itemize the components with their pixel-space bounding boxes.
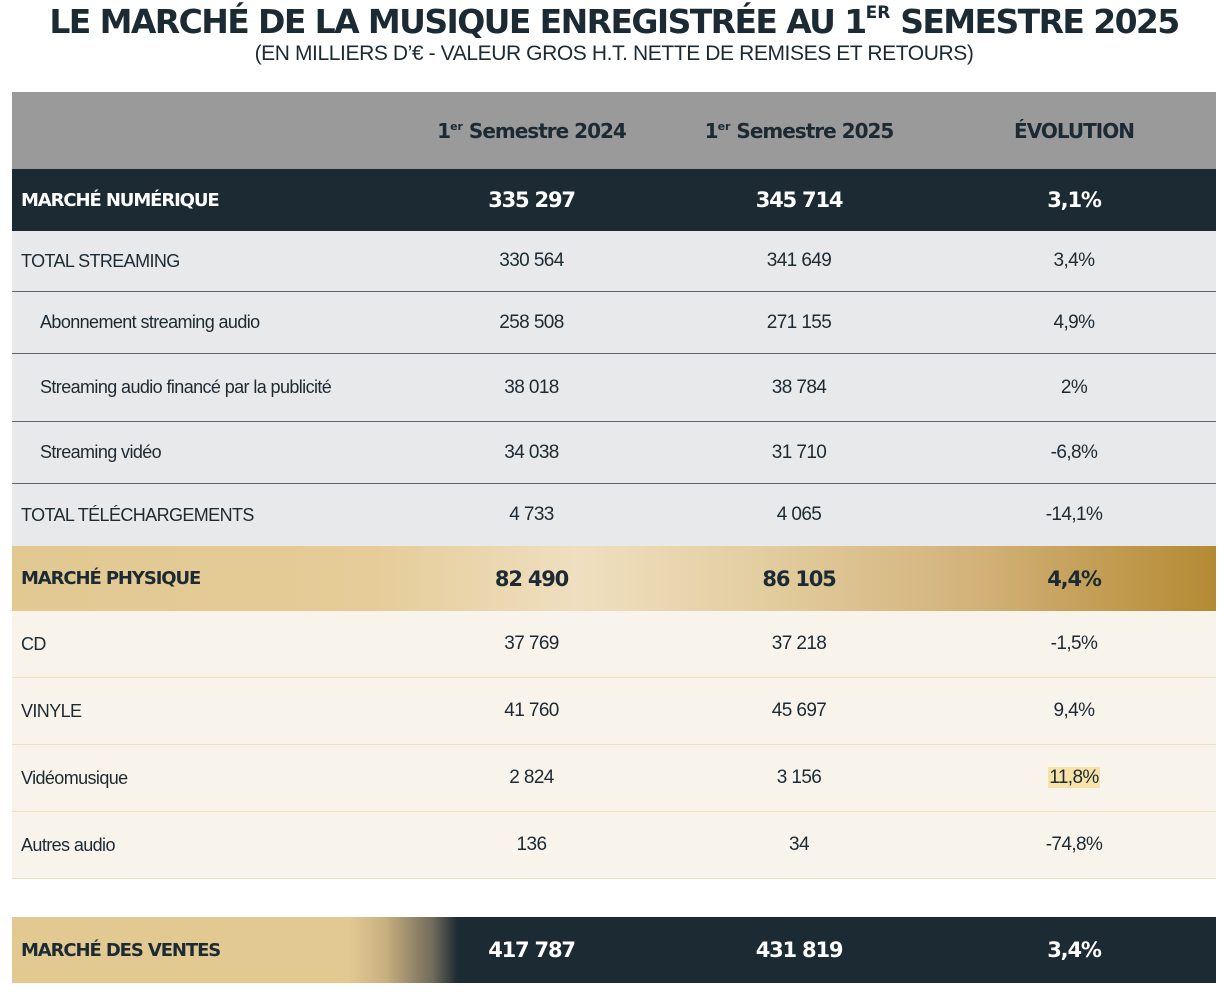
value-2025: 271 155 [766,311,832,333]
row-label: Vidéomusique [21,767,128,788]
row-label: VINYLE [21,700,82,721]
row-label: Streaming vidéo [40,442,162,462]
table-row [12,354,1216,422]
table-header [12,92,1216,169]
value-evolution: 2% [1060,376,1088,398]
header-evolution: ÉVOLUTION [1014,118,1134,143]
value-2025: 4 065 [776,504,822,525]
sales-market-total-row [12,917,1216,983]
value-2024: 136 [516,834,547,855]
value-evolution: 4,4% [1047,566,1101,591]
physical-market-total-row [12,546,1216,611]
table-row [12,292,1216,354]
value-2025: 86 105 [762,566,836,591]
value-2024: 330 564 [499,250,564,271]
header-semester-2025: 1er Semestre 2025 [704,118,894,143]
value-2024: 34 038 [504,441,559,463]
value-evolution: -74,8% [1045,834,1103,855]
value-evolution [932,767,1216,789]
value-evolution: -14,1% [1045,504,1103,525]
page-subtitle: (EN MILLIERS D’€ - VALEUR GROS H.T. NETTE DE REMISES ET RETOURS) [254,42,974,65]
value-2025: 38 784 [771,376,827,398]
value-evolution: 3,4% [1053,250,1095,271]
value-2025: 45 697 [771,700,827,721]
value-2024: 417 787 [488,938,575,962]
table-row [12,678,1216,745]
table-row [12,611,1216,678]
table-row [12,812,1216,879]
value-2024: 38 018 [504,376,559,398]
table-row [12,484,1216,546]
value-evolution: 4,9% [1053,311,1095,333]
value-evolution: 3,4% [1047,938,1101,962]
row-label: TOTAL TÉLÉCHARGEMENTS [21,504,254,525]
value-2024: 335 297 [488,188,575,212]
row-label: Abonnement streaming audio [40,312,260,332]
value-2024: 2 824 [509,767,554,788]
value-evolution: -6,8% [1050,441,1098,463]
row-label: TOTAL STREAMING [21,250,180,271]
table-row [12,422,1216,484]
row-label: CD [21,633,46,654]
market-table [12,92,1216,962]
value-evolution: -1,5% [1050,633,1098,654]
row-label: Autres audio [21,834,115,855]
value-2024: 37 769 [504,633,559,654]
value-2024: 41 760 [504,700,559,721]
row-label: MARCHÉ PHYSIQUE [21,568,201,589]
header-semester-2024: 1er Semestre 2024 [437,118,626,143]
value-evolution: 9,4% [1053,700,1095,721]
value-2025: 431 819 [755,938,843,962]
page-title: LE MARCHÉ DE LA MUSIQUE ENREGISTRÉE AU 1ER SEMESTRE 2025 [49,2,1179,41]
value-2025: 31 710 [771,441,827,463]
value-2025: 341 649 [766,250,832,271]
value-2025: 3 156 [776,767,822,788]
value-evolution: 3,1% [1047,188,1101,212]
value-2025: 37 218 [771,633,827,654]
value-2024: 82 490 [494,566,569,591]
value-2024: 4 733 [509,504,554,525]
highlighted-value: 11,8% [1049,767,1099,788]
row-label: Streaming audio financé par la publicité [40,377,332,397]
table-row [12,745,1216,812]
value-2024: 258 508 [499,311,564,333]
row-label: MARCHÉ DES VENTES [21,939,221,961]
table-row [12,231,1216,292]
digital-market-total-row [12,169,1216,231]
row-label: MARCHÉ NUMÉRIQUE [21,189,219,211]
value-2025: 345 714 [755,188,843,212]
value-2025: 34 [789,834,809,855]
